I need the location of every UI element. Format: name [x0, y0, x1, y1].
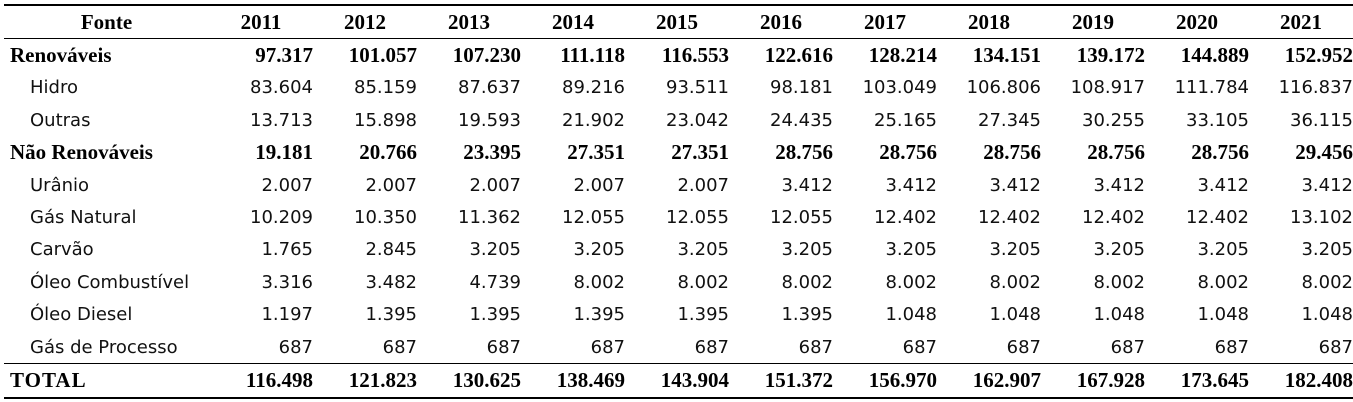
row-value-cell: 1.048 — [989, 304, 1041, 326]
row-value-cell: 8.002 — [1093, 271, 1145, 293]
row-value-cell: 1.048 — [885, 304, 937, 326]
row-value-cell: 1.395 — [573, 304, 625, 326]
row-value-cell: 27.351 — [567, 140, 625, 165]
row-value-cell: 25.165 — [874, 109, 937, 131]
header-year: 2019 — [1072, 9, 1114, 34]
row-value-cell: 19.593 — [458, 109, 521, 131]
row-value-cell: 20.766 — [359, 140, 417, 165]
row-value-cell: 3.412 — [1301, 174, 1353, 196]
row-value-cell: 2.007 — [677, 174, 729, 196]
row-source-label: Outras — [30, 109, 91, 131]
row-value-cell: 10.209 — [250, 207, 313, 229]
row-value-cell: 2.007 — [469, 174, 521, 196]
row-value-cell: 11.362 — [458, 207, 521, 229]
header-source: Fonte — [80, 9, 133, 34]
total-row — [4, 364, 1353, 398]
row-value-cell: 89.216 — [562, 77, 625, 99]
row-value-cell: 2.007 — [365, 174, 417, 196]
row-source-label: Urânio — [30, 174, 90, 196]
row-value-cell: 143.904 — [660, 367, 729, 392]
row-value-cell: 1.048 — [1197, 304, 1249, 326]
row-value-cell: 134.151 — [972, 43, 1041, 68]
row-source-label: Não Renováveis — [10, 140, 153, 165]
row-value-cell: 2.845 — [365, 239, 417, 261]
row-value-cell: 687 — [1318, 336, 1353, 358]
row-value-cell: 687 — [694, 336, 729, 358]
row-value-cell: 3.205 — [677, 239, 729, 261]
row-value-cell: 3.205 — [989, 239, 1041, 261]
row-value-cell: 167.928 — [1076, 367, 1145, 392]
row-value-cell: 28.756 — [879, 140, 937, 165]
table-row — [4, 331, 1353, 364]
row-source-label: Hidro — [30, 77, 78, 99]
row-value-cell: 687 — [798, 336, 833, 358]
row-value-cell: 101.057 — [348, 43, 417, 68]
row-value-cell: 87.637 — [458, 77, 521, 99]
row-value-cell: 139.172 — [1076, 43, 1145, 68]
row-value-cell: 85.159 — [354, 77, 417, 99]
row-value-cell: 98.181 — [770, 77, 833, 99]
group-row — [4, 39, 1353, 72]
header-year: 2018 — [968, 9, 1010, 34]
row-value-cell: 8.002 — [989, 271, 1041, 293]
row-value-cell: 152.952 — [1284, 43, 1353, 68]
row-value-cell: 687 — [486, 336, 521, 358]
row-value-cell: 138.469 — [556, 367, 625, 392]
row-value-cell: 28.756 — [983, 140, 1041, 165]
row-value-cell: 29.456 — [1295, 140, 1353, 165]
row-value-cell: 116.553 — [661, 43, 729, 68]
row-value-cell: 108.917 — [1070, 77, 1145, 99]
energy-capacity-table-wrapper — [4, 4, 1353, 399]
row-value-cell: 1.765 — [261, 239, 313, 261]
header-year: 2017 — [864, 9, 906, 34]
row-value-cell: 687 — [382, 336, 417, 358]
row-value-cell: 83.604 — [250, 77, 313, 99]
table-body — [4, 39, 1353, 398]
row-value-cell: 2.007 — [573, 174, 625, 196]
row-value-cell: 3.205 — [469, 239, 521, 261]
row-value-cell: 27.351 — [671, 140, 729, 165]
row-value-cell: 3.412 — [885, 174, 937, 196]
row-value-cell: 103.049 — [862, 77, 937, 99]
row-value-cell: 1.395 — [781, 304, 833, 326]
row-value-cell: 15.898 — [354, 109, 417, 131]
row-value-cell: 182.408 — [1284, 367, 1353, 392]
row-value-cell: 1.048 — [1301, 304, 1353, 326]
row-value-cell: 28.756 — [1087, 140, 1145, 165]
row-value-cell: 3.205 — [1301, 239, 1353, 261]
row-value-cell: 1.395 — [677, 304, 729, 326]
table-row — [4, 266, 1353, 298]
row-value-cell: 687 — [1006, 336, 1041, 358]
header-year: 2013 — [448, 9, 490, 34]
table-row — [4, 234, 1353, 266]
row-value-cell: 687 — [902, 336, 937, 358]
row-value-cell: 27.345 — [978, 109, 1041, 131]
row-value-cell: 23.395 — [463, 140, 521, 165]
table-row — [4, 72, 1353, 104]
row-value-cell: 111.118 — [560, 43, 625, 68]
table-header — [4, 5, 1353, 39]
row-value-cell: 3.412 — [989, 174, 1041, 196]
row-value-cell: 3.316 — [261, 271, 313, 293]
row-source-label: Gás Natural — [30, 207, 137, 229]
row-value-cell: 33.105 — [1186, 109, 1249, 131]
row-value-cell: 107.230 — [452, 43, 521, 68]
row-value-cell: 21.902 — [562, 109, 625, 131]
header-year: 2015 — [656, 9, 698, 34]
row-value-cell: 19.181 — [255, 140, 313, 165]
row-value-cell: 3.205 — [573, 239, 625, 261]
row-value-cell: 8.002 — [1301, 271, 1353, 293]
row-value-cell: 24.435 — [770, 109, 833, 131]
row-source-label: Óleo Combustível — [30, 271, 190, 293]
table-row — [4, 104, 1353, 136]
row-source-label: Renováveis — [10, 43, 112, 68]
group-row — [4, 137, 1353, 169]
row-value-cell: 687 — [1214, 336, 1249, 358]
row-value-cell: 173.645 — [1180, 367, 1249, 392]
row-value-cell: 23.042 — [666, 109, 729, 131]
row-value-cell: 3.205 — [781, 239, 833, 261]
row-value-cell: 28.756 — [775, 140, 833, 165]
row-value-cell: 30.255 — [1082, 109, 1145, 131]
row-value-cell: 144.889 — [1180, 43, 1249, 68]
row-value-cell: 116.498 — [245, 367, 313, 392]
row-value-cell: 8.002 — [677, 271, 729, 293]
row-value-cell: 687 — [1110, 336, 1145, 358]
row-value-cell: 151.372 — [764, 367, 833, 392]
row-value-cell: 162.907 — [972, 367, 1041, 392]
row-value-cell: 1.395 — [365, 304, 417, 326]
row-value-cell: 12.402 — [978, 207, 1041, 229]
header-year: 2012 — [344, 9, 386, 34]
row-value-cell: 4.739 — [469, 271, 521, 293]
row-value-cell: 122.616 — [764, 43, 833, 68]
row-source-label: Carvão — [30, 239, 94, 261]
table-row — [4, 169, 1353, 201]
table-row — [4, 201, 1353, 233]
row-value-cell: 3.412 — [1093, 174, 1145, 196]
row-value-cell: 12.055 — [770, 207, 833, 229]
row-value-cell: 97.317 — [255, 43, 313, 68]
row-value-cell: 3.482 — [365, 271, 417, 293]
header-year: 2014 — [552, 9, 594, 34]
row-value-cell: 8.002 — [573, 271, 625, 293]
row-value-cell: 12.402 — [1186, 207, 1249, 229]
row-value-cell: 13.102 — [1290, 207, 1353, 229]
row-value-cell: 121.823 — [348, 367, 417, 392]
row-value-cell: 10.350 — [354, 207, 417, 229]
row-source-label: Gás de Processo — [30, 336, 178, 358]
row-value-cell: 8.002 — [781, 271, 833, 293]
row-value-cell: 3.412 — [1197, 174, 1249, 196]
header-row — [4, 5, 1353, 39]
row-value-cell: 130.625 — [452, 367, 521, 392]
row-value-cell: 1.395 — [469, 304, 521, 326]
row-value-cell: 1.048 — [1093, 304, 1145, 326]
row-value-cell: 12.055 — [666, 207, 729, 229]
row-value-cell: 116.837 — [1278, 77, 1353, 99]
row-value-cell: 156.970 — [868, 367, 937, 392]
row-value-cell: 12.402 — [1082, 207, 1145, 229]
row-value-cell: 28.756 — [1191, 140, 1249, 165]
header-year: 2020 — [1176, 9, 1218, 34]
row-value-cell: 3.412 — [781, 174, 833, 196]
row-value-cell: 3.205 — [1093, 239, 1145, 261]
row-value-cell: 687 — [590, 336, 625, 358]
row-value-cell: 2.007 — [261, 174, 313, 196]
row-value-cell: 8.002 — [885, 271, 937, 293]
header-year: 2016 — [760, 9, 802, 34]
row-value-cell: 1.197 — [261, 304, 313, 326]
row-value-cell: 3.205 — [885, 239, 937, 261]
row-source-label: Óleo Diesel — [30, 304, 133, 326]
row-value-cell: 12.055 — [562, 207, 625, 229]
row-value-cell: 687 — [278, 336, 313, 358]
row-value-cell: 3.205 — [1197, 239, 1249, 261]
row-value-cell: 8.002 — [1197, 271, 1249, 293]
table-row — [4, 299, 1353, 331]
energy-capacity-table — [4, 4, 1353, 399]
row-value-cell: 106.806 — [966, 77, 1041, 99]
row-value-cell: 13.713 — [250, 109, 313, 131]
header-year: 2011 — [240, 9, 282, 34]
row-source-label: TOTAL — [10, 367, 87, 392]
row-value-cell: 111.784 — [1174, 77, 1249, 99]
row-value-cell: 93.511 — [666, 77, 729, 99]
header-year: 2021 — [1280, 9, 1322, 34]
row-value-cell: 36.115 — [1290, 109, 1353, 131]
row-value-cell: 12.402 — [874, 207, 937, 229]
row-value-cell: 128.214 — [868, 43, 937, 68]
